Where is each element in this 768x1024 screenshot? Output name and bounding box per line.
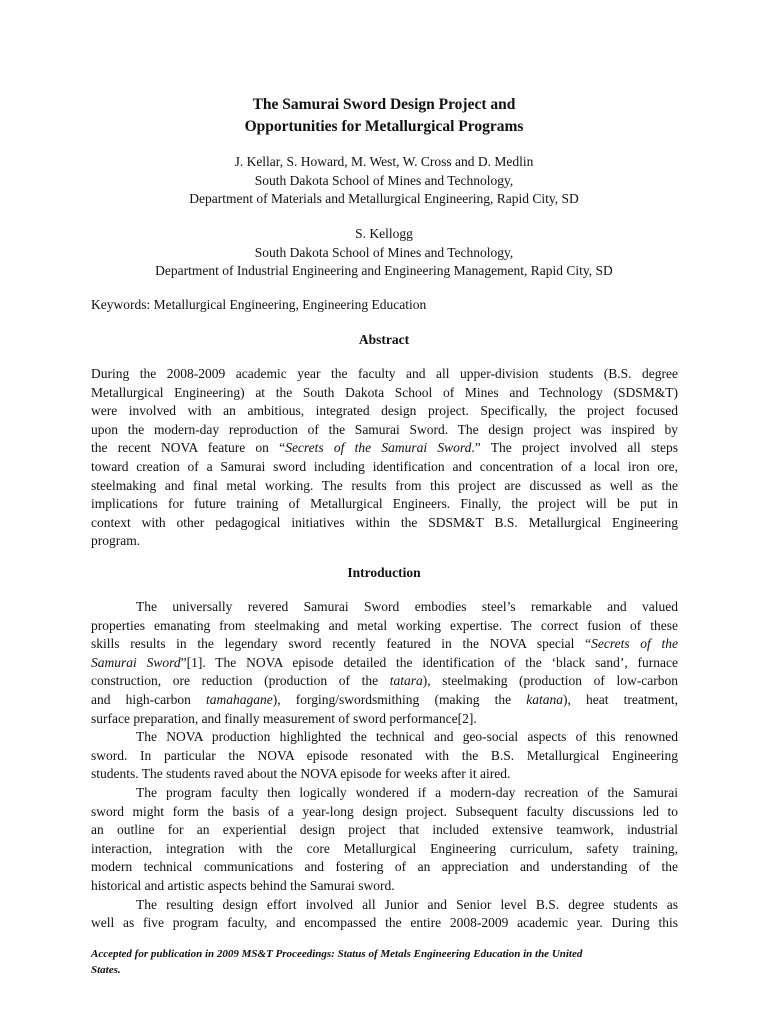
footnote-line: States. [91,964,121,976]
title-line: The Samurai Sword Design Project and [252,96,516,113]
text-run: ), heat treatment, [563,691,679,707]
italic-run: tatara [389,673,423,689]
introduction-heading: Introduction [347,565,421,580]
author-institution: South Dakota School of Mines and Technology, [254,244,514,260]
intro-line: properties emanating from steelmaking and metal working expertise. The correct fusion of these [91,617,678,633]
intro-line: The NOVA production highlighted the technical and geo-social aspects of this renowned [136,729,678,745]
intro-line [91,672,678,691]
intro-line: The universally revered Samurai Sword embodies steel’s remarkable and valued [136,599,678,614]
author-institution: South Dakota School of Mines and Technology, [254,172,514,188]
intro-line: an outline for an experiential design project that included extensive teamwork, industrial [91,822,678,838]
author-group-1 [0,153,768,209]
abstract-line: context with other pedagogical initiatives within the SDSM&T B.S. Metallurgical Engineering [91,514,678,530]
paper-title [0,94,768,138]
abstract-line: upon the modern-day reproduction of the Samurai Sword. The design project was inspired by [91,421,678,437]
author-names: J. Kellar, S. Howard, M. West, W. Cross and D. Medlin [234,154,534,169]
abstract-heading: Abstract [358,332,410,347]
footnote-line: Accepted for publication in 2009 MS&T Proceedings: Status of Metals Engineering Education in the United [91,948,583,960]
intro-line: The program faculty then logically wondered if a modern-day recreation of the Samurai [136,784,678,800]
intro-line: surface preparation, and finally measurement of sword performance[2]. [91,710,477,726]
abstract-line: During the 2008-2009 academic year the faculty and all upper-division students (B.S. degree [91,366,678,381]
text-run: ), steelmaking (production of low-carbon [422,673,678,689]
abstract-line: steelmaking and final metal working. The results from this project are discussed as well as the [91,477,678,493]
intro-line: modern technical communications and fostering of an appreciation and understanding of the [91,859,678,875]
intro-line: well as five program faculty, and encompassed the entire 2008-2009 academic year. During this [91,915,678,931]
text-run: the recent NOVA feature on “ [91,440,286,456]
intro-line [91,654,678,673]
abstract-line: toward creation of a Samurai sword including identification and concentration of a local iron ore, [91,458,678,474]
intro-line: students. The students raved about the NOVA episode for weeks after it aired. [91,766,511,782]
intro-line: sword. In particular the NOVA episode resonated with the B.S. Metallurgical Engineering [91,747,678,763]
intro-line: interaction, integration with the core Metallurgical Engineering curriculum, safety training, [91,840,678,856]
intro-line [91,691,678,710]
text-run: ”[1]. The NOVA episode detailed the identification of the ‘black sand’, furnace [180,654,678,670]
text-run: ), forging/swordsmithing (making the [272,691,527,707]
italic-run: katana [526,691,563,707]
text-run: construction, ore reduction (production of the [91,673,390,689]
abstract-line [91,439,678,458]
title-line: Opportunities for Metallurgical Programs [244,118,524,135]
abstract-body [91,365,678,551]
abstract-line: program. [91,533,141,549]
intro-line: The resulting design effort involved all Junior and Senior level B.S. degree students as [136,896,678,912]
italic-run: Secrets of the [591,636,678,652]
italic-run: tamahagane [206,691,273,707]
abstract-line: Metallurgical Engineering) at the South Dakota School of Mines and Technology (SDSM&T) [91,384,678,400]
author-names: S. Kellogg [355,226,413,241]
intro-line [91,635,678,654]
author-group-2 [0,225,768,281]
abstract-line: were involved with an ambitious, integrated design project. Specifically, the project focused [91,403,678,419]
text-run: .” The project involved all steps [471,440,678,456]
introduction-body [91,598,678,933]
abstract-line: implications for future training of Metallurgical Engineers. Finally, the project will be put in [91,496,678,512]
text-run: skills results in the legendary sword recently featured in the NOVA special “ [91,636,592,652]
publication-footnote [91,946,678,978]
author-department: Department of Materials and Metallurgical Engineering, Rapid City, SD [189,191,579,207]
italic-run: Secrets of the Samurai Sword [285,440,472,456]
intro-line: historical and artistic aspects behind the Samurai sword. [91,877,395,893]
italic-run: Samurai Sword [91,654,181,670]
intro-line: sword might form the basis of a year-long design project. Subsequent faculty discussions led to [91,803,678,819]
keywords: Keywords: Metallurgical Engineering, Engineering Education [91,297,427,312]
author-department: Department of Industrial Engineering and Engineering Management, Rapid City, SD [155,263,613,279]
text-run: and high-carbon [91,691,207,707]
